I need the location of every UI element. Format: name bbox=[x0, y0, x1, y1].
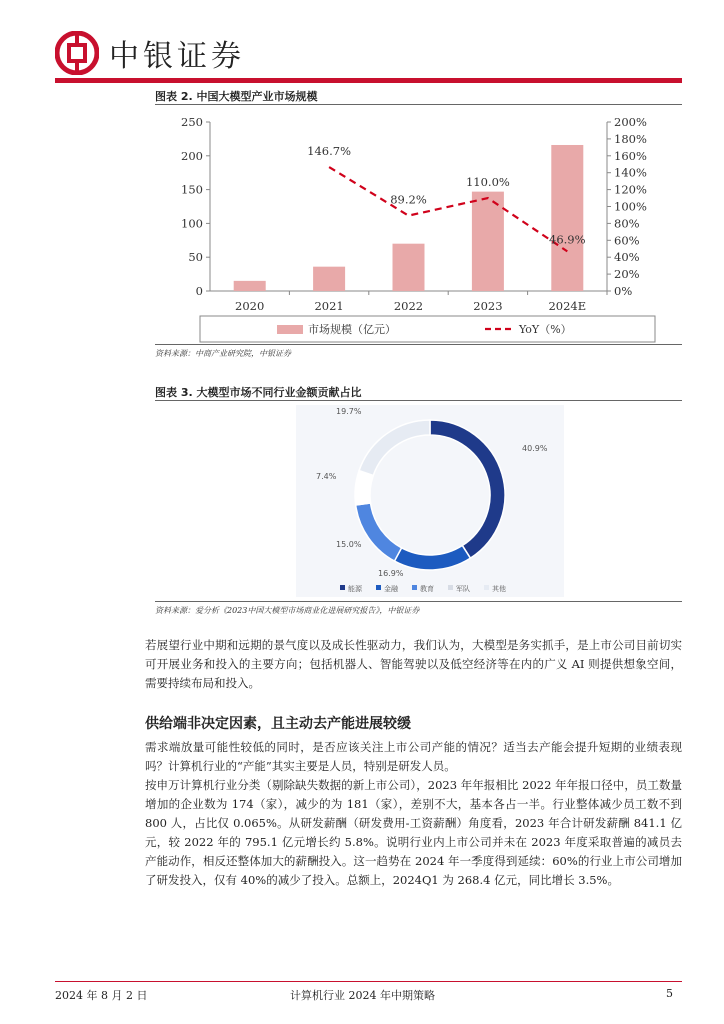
figure2-top-rule bbox=[155, 104, 682, 105]
yoy-data-label: 46.9% bbox=[549, 232, 586, 247]
x-tick-label: 2020 bbox=[235, 299, 265, 313]
yoy-data-label: 110.0% bbox=[465, 175, 510, 190]
legend-label: 能源 bbox=[348, 585, 362, 593]
left-tick-label: 250 bbox=[181, 115, 203, 129]
figure3-source: 资料来源：爱分析《2023中国大模型市场商业化进展研究报告》，中银证券 bbox=[155, 606, 420, 615]
right-tick-label: 180% bbox=[614, 131, 647, 146]
footer-date: 2024 年 8 月 2 日 bbox=[55, 989, 148, 1002]
bank-logo-icon bbox=[55, 31, 99, 75]
slice-label: 7.4% bbox=[316, 472, 337, 481]
left-tick-label: 200 bbox=[181, 148, 203, 163]
bar-market-size bbox=[551, 145, 583, 291]
figure2-source: 资料来源：中商产业研究院，中银证券 bbox=[155, 349, 291, 358]
figure3-top-rule bbox=[155, 400, 682, 401]
yoy-line bbox=[329, 167, 567, 251]
slice-label: 40.9% bbox=[522, 444, 548, 453]
figure3-title: 图表 3. 大模型市场不同行业金额贡献占比 bbox=[155, 386, 362, 399]
x-tick-label: 2023 bbox=[473, 299, 503, 313]
right-tick-label: 80% bbox=[614, 216, 640, 231]
x-tick-label: 2022 bbox=[393, 299, 424, 313]
figure2-bottom-rule bbox=[155, 344, 682, 345]
slice-label: 19.7% bbox=[336, 407, 362, 416]
right-tick-label: 100% bbox=[614, 199, 647, 214]
legend-swatch bbox=[376, 585, 381, 590]
page-header bbox=[55, 28, 245, 78]
donut-slice bbox=[359, 420, 430, 475]
donut-svg bbox=[296, 405, 564, 597]
right-tick-label: 120% bbox=[614, 182, 647, 197]
slice-label: 16.9% bbox=[378, 569, 404, 578]
left-tick-label: 0 bbox=[195, 284, 203, 298]
legend-label: 金融 bbox=[384, 585, 398, 593]
paragraph-outlook: 若展望行业中期和远期的景气度以及成长性驱动力，我们认为，大模型是务实抓手，是上市公司目前切实可开展业务和投入的主要方向；包括机器人、智能驾驶以及低空经济等在内的广义 AI 则提供想象空间，需要持续布局和投入。 bbox=[145, 638, 682, 690]
legend-swatch bbox=[340, 585, 345, 590]
bar-market-size bbox=[472, 192, 504, 291]
x-tick-label: 2024E bbox=[548, 299, 587, 313]
right-tick-label: 20% bbox=[614, 267, 640, 282]
donut-slice bbox=[356, 503, 402, 561]
right-tick-label: 200% bbox=[614, 115, 647, 129]
yoy-data-label: 89.2% bbox=[390, 192, 427, 207]
legend-label: 其他 bbox=[492, 585, 506, 593]
left-tick-label: 150 bbox=[181, 182, 203, 197]
left-tick-label: 100 bbox=[181, 216, 203, 231]
market-size-chart bbox=[155, 106, 675, 344]
figure3-bottom-rule bbox=[155, 601, 682, 602]
donut-slice bbox=[394, 546, 470, 570]
donut-slice bbox=[355, 471, 373, 505]
legend-line-label: YoY（%） bbox=[519, 323, 572, 336]
footer-rule bbox=[55, 981, 682, 982]
legend-swatch bbox=[448, 585, 453, 590]
legend-swatch bbox=[412, 585, 417, 590]
section-heading: 供给端非决定因素，且主动去产能进展较缓 bbox=[145, 716, 411, 732]
brand-name: 中银证券 bbox=[109, 39, 245, 74]
legend-bar-label: 市场规模（亿元） bbox=[308, 323, 396, 336]
figure2-title: 图表 2. 中国大模型产业市场规模 bbox=[155, 90, 318, 103]
legend-label: 教育 bbox=[420, 585, 434, 593]
legend-box bbox=[200, 316, 655, 342]
header-rule bbox=[55, 78, 682, 83]
paragraph-capacity-question: 需求端放量可能性较低的同时，是否应该关注上市公司产能的情况？适当去产能会提升短期的业绩表现吗？计算机行业的“产能”其实主要是人员，特别是研发人员。 bbox=[145, 740, 682, 773]
legend-label: 军队 bbox=[456, 585, 470, 593]
slice-label: 15.0% bbox=[336, 540, 362, 549]
bar-market-size bbox=[234, 281, 266, 291]
paragraph-staffing-data: 按申万计算机行业分类（剔除缺失数据的新上市公司），2023 年年报相比 2022 年年报口径中，员工数量增加的企业数为 174（家），减少的为 181（家），差别不大，基本各占一半。行业整体减少员工数不到 800 人，占比仅 0.065%。从研发薪酬（研发费用-工资薪酬）角度看，2023 年合计研发薪酬 841.1 亿元，较 2022 年的 795.1 亿元增长约 5.8%。说明行业内上市公司并未在 2023 年度采取普遍的减员去产能动作，相反还整体加大的薪酬投入。这一趋势在 2024 年一季度得到延续：60%的行业上市公司增加了研发投入，仅有 40%的减少了投入。总额上，2024Q1 为 268.4 亿元，同比增长 3.5%。 bbox=[145, 778, 682, 887]
right-tick-label: 60% bbox=[614, 233, 640, 248]
right-tick-label: 140% bbox=[614, 165, 647, 180]
bar-market-size bbox=[313, 267, 345, 291]
donut-slice bbox=[430, 420, 505, 558]
footer-title: 计算机行业 2024 年中期策略 bbox=[290, 989, 435, 1002]
legend-bar-swatch bbox=[277, 325, 303, 334]
page-number: 5 bbox=[666, 987, 673, 1000]
legend-swatch bbox=[484, 585, 489, 590]
yoy-data-label: 146.7% bbox=[307, 144, 352, 159]
left-tick-label: 50 bbox=[188, 250, 203, 265]
right-tick-label: 40% bbox=[614, 250, 640, 265]
x-tick-label: 2021 bbox=[314, 299, 344, 313]
right-tick-label: 0% bbox=[614, 284, 633, 298]
industry-share-chart bbox=[296, 405, 564, 597]
bar-market-size bbox=[393, 244, 425, 291]
right-tick-label: 160% bbox=[614, 148, 647, 163]
